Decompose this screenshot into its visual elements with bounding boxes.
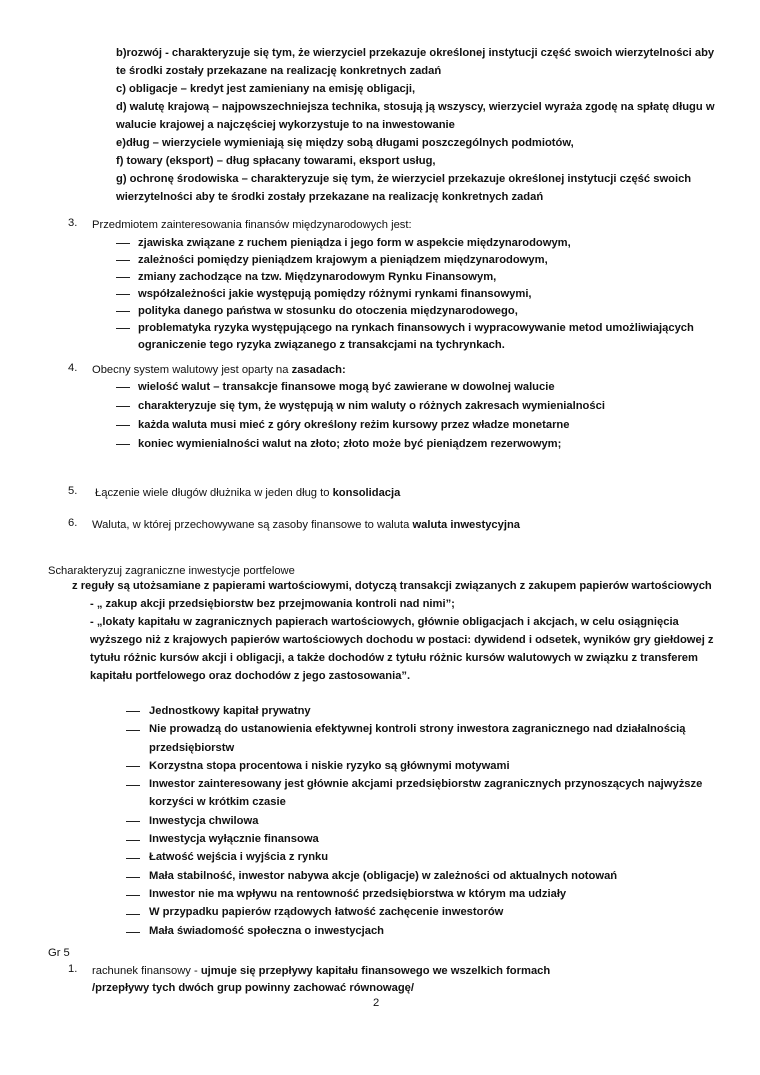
dash-bullet-icon xyxy=(116,260,130,261)
list-number: 5. xyxy=(68,485,78,497)
list-item: koniec wymienialności walut na złoto; złoto może być pieniądzem rezerwowym; xyxy=(138,438,562,450)
dash-bullet-icon xyxy=(126,914,140,915)
list-item: Inwestycja wyłącznie finansowa xyxy=(149,833,319,846)
definition-note: /przepływy tych dwóch grup powinny zachować równowagę/ xyxy=(92,982,414,994)
answer-text: konsolidacja xyxy=(332,487,401,499)
dash-bullet-icon xyxy=(126,932,140,933)
dash-bullet-icon xyxy=(116,406,130,407)
question-text xyxy=(95,485,400,501)
list-item: charakteryzuje się tym, że występują w nim waluty o różnych zakresach wymienialności xyxy=(138,400,605,412)
answer-text: zasadach: xyxy=(291,364,346,376)
debt-swap-techniques-list xyxy=(116,44,715,206)
dash-bullet-icon xyxy=(126,766,140,767)
bullet-list xyxy=(138,378,605,454)
list-item: przedsiębiorstw xyxy=(149,741,235,754)
dash-bullet-icon xyxy=(116,311,130,312)
list-number: 1. xyxy=(68,963,78,975)
list-item: Jednostkowy kapitał prywatny xyxy=(149,705,311,717)
text-line: - „ zakup akcji przedsiębiorstw bez przejmowania kontroli nad nimi”; xyxy=(90,598,455,610)
list-item: Inwestor zainteresowany jest głównie akcjami przedsiębiorstw zagranicznych przynoszących najwyższe xyxy=(149,778,703,791)
page-number: 2 xyxy=(373,997,380,1009)
text-line: kapitału portfelowego oraz dochodów z jego zastosowania”. xyxy=(90,670,411,682)
answer-text: waluta inwestycyjna xyxy=(412,519,521,531)
list-item: Nie prowadzą do ustanowienia efektywnej kontroli strony inwestora zagranicznego nad działalnością xyxy=(149,723,686,736)
dash-bullet-icon xyxy=(126,711,140,712)
dash-bullet-icon xyxy=(116,425,130,426)
dash-bullet-icon xyxy=(126,877,140,878)
list-number: 4. xyxy=(68,362,78,374)
list-number: 3. xyxy=(68,217,78,229)
list-item: polityka danego państwa w stosunku do otoczenia międzynarodowego, xyxy=(138,305,518,317)
dash-bullet-icon xyxy=(126,840,140,841)
text-line: walucie krajowej a najczęściej wykorzystuje to na inwestowanie xyxy=(116,119,455,131)
text-line: z reguły są utożsamiane z papierami wartościowymi, dotyczą transakcji związanych z zakupem papierów wartościowych xyxy=(72,580,712,592)
text-line: wierzytelności aby te środki zostały przekazane na realizację konkretnych zadań xyxy=(116,191,544,203)
text-line: d) walutę krajową – najpowszechniejsza technika, stosują ją wszyscy, wierzyciel wyraża zgodę na spłatę długu w xyxy=(116,101,715,113)
text-line: - „lokaty kapitału w zagranicznych papierach wartościowych, głównie obligacjach i akcjach, w celu osiągnięcia xyxy=(90,616,679,628)
text-line: g) ochronę środowiska – charakteryzuje się tym, że wierzyciel przekazuje określonej instytucji część swoich xyxy=(116,173,692,185)
bullet-list xyxy=(138,235,694,354)
list-item: Inwestycja chwilowa xyxy=(149,814,259,827)
dash-bullet-icon xyxy=(126,785,140,786)
list-item: zależności pomiędzy pieniądzem krajowym a pieniądzem międzynarodowym, xyxy=(138,254,548,266)
definition-text xyxy=(92,963,550,979)
list-item: zmiany zachodzące na tzw. Międzynarodowym Rynku Finansowym, xyxy=(138,271,497,283)
list-item: Inwestor nie ma wpływu na rentowność przedsiębiorstwa w którym ma udziały xyxy=(149,887,567,900)
quote-block xyxy=(90,595,714,685)
text-line: b)rozwój - charakteryzuje się tym, że wierzyciel przekazuje określonej instytucji część swoich wierzytelności aby xyxy=(116,47,715,59)
term-text: rachunek finansowy - xyxy=(92,965,201,977)
text-line: tytułu różnic kursów akcji i obligacji, a także dochodów z tytułu różnic kursów walutowych w związku z transferem xyxy=(90,652,698,664)
list-item: wielość walut – transakcje finansowe mogą być zawierane w dowolnej walucie xyxy=(138,381,555,393)
question-text: Przedmiotem zainteresowania finansów międzynarodowych jest: xyxy=(92,219,412,231)
list-item: Korzystna stopa procentowa i niskie ryzyko są głównymi motywami xyxy=(149,759,510,772)
list-item: każda waluta musi mieć z góry określony reżim kursowy przez władze monetarne xyxy=(138,419,570,431)
question-text: Waluta, w której przechowywane są zasoby finansowe to waluta xyxy=(92,519,413,531)
section-heading: Scharakteryzuj zagraniczne inwestycje portfelowe xyxy=(48,565,295,577)
list-item: Mała świadomość społeczna o inwestycjach xyxy=(149,924,385,937)
dash-bullet-icon xyxy=(116,277,130,278)
list-item: Łatwość wejścia i wyjścia z rynku xyxy=(149,851,329,864)
dash-bullet-icon xyxy=(126,858,140,859)
text-line: wyższego niż z krajowych papierów wartościowych dochodu w postaci: dywidend i odsetek, wyników gry giełdowej z xyxy=(90,634,714,646)
question-text: Obecny system walutowy jest oparty na xyxy=(92,364,292,376)
group-heading: Gr 5 xyxy=(48,947,70,959)
question-text xyxy=(92,517,520,533)
question-text: Łączenie wiele długów dłużnika w jeden dług to xyxy=(95,487,333,499)
dash-bullet-icon xyxy=(126,821,140,822)
definition-body: ujmuje się przepływy kapitału finansowego we wszelkich formach xyxy=(200,965,551,977)
list-item: problematyka ryzyka występującego na rynkach finansowych i wypracowywanie metod umożliwiających xyxy=(138,322,694,334)
text-line: f) towary (eksport) – dług spłacany towarami, eksport usług, xyxy=(116,155,436,167)
list-item: zjawiska związane z ruchem pieniądza i jego form w aspekcie międzynarodowym, xyxy=(138,237,571,249)
list-item: współzależności jakie występują pomiędzy różnymi rynkami finansowymi, xyxy=(138,288,532,300)
text-line: e)dług – wierzyciele wymieniają się między sobą długami poszczególnych podmiotów, xyxy=(116,137,574,149)
dash-bullet-icon xyxy=(116,328,130,329)
question-text xyxy=(92,362,346,378)
list-item: ograniczenie tego ryzyka związanego z transakcjami na tychrynkach. xyxy=(138,339,505,351)
dash-bullet-icon xyxy=(116,243,130,244)
dash-bullet-icon xyxy=(126,895,140,896)
text-line: c) obligacje – kredyt jest zamieniany na emisję obligacji, xyxy=(116,83,416,95)
bullet-list xyxy=(149,702,702,940)
dash-bullet-icon xyxy=(126,730,140,731)
list-item: Mała stabilność, inwestor nabywa akcje (obligacje) w zależności od aktualnych notowań xyxy=(149,869,618,882)
dash-bullet-icon xyxy=(116,387,130,388)
list-item: korzyści w krótkim czasie xyxy=(149,796,286,809)
list-number: 6. xyxy=(68,517,78,529)
dash-bullet-icon xyxy=(116,444,130,445)
text-line: te środki zostały przekazane na realizację konkretnych zadań xyxy=(116,65,442,77)
dash-bullet-icon xyxy=(116,294,130,295)
list-item: W przypadku papierów rządowych łatwość zachęcenie inwestorów xyxy=(149,906,504,919)
